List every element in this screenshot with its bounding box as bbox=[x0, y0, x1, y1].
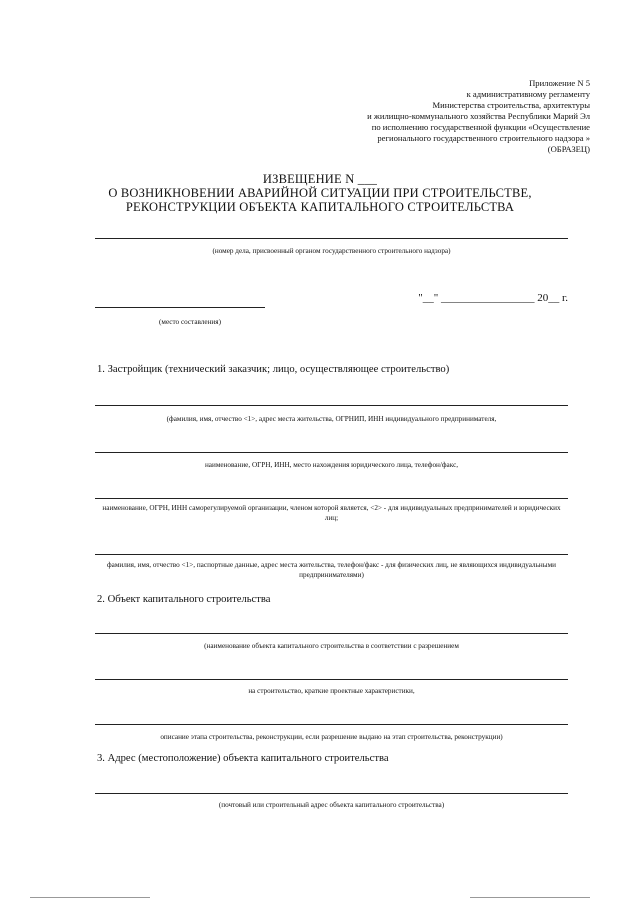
case-number-caption: (номер дела, присвоенный органом государственного строительного надзора) bbox=[212, 247, 451, 255]
date-line: "__" _________________ 20__ г. bbox=[418, 292, 568, 304]
section-2-line bbox=[95, 724, 568, 725]
footer-mark bbox=[30, 897, 150, 898]
section-2-line bbox=[95, 679, 568, 680]
section-3-line bbox=[95, 793, 568, 794]
section-1-caption: наименование, ОГРН, ИНН саморегулируемой организации, членом которой является, <2> - для индивидуальных предпринимателей и юридических лиц; bbox=[102, 504, 561, 522]
footer-mark bbox=[470, 897, 590, 898]
section-1-heading: 1. Застройщик (технический заказчик; лицо, осуществляющее строительство) bbox=[97, 364, 450, 375]
section-1-line bbox=[95, 554, 568, 555]
document-title: РЕКОНСТРУКЦИИ ОБЪЕКТА КАПИТАЛЬНОГО СТРОИТЕЛЬСТВА bbox=[125, 200, 515, 214]
section-2-line bbox=[95, 633, 568, 634]
header-line: и жилищно-коммунального хозяйства Республики Марий Эл bbox=[367, 111, 590, 121]
section-1-caption: фамилия, имя, отчество <1>, паспортные данные, адрес места жительства, телефон/факс - для физических лиц, не являющихся индивидуальными предпринимателями) bbox=[106, 561, 556, 579]
header-line: регионального государственного строительного надзора » bbox=[377, 133, 590, 143]
section-2-caption: (наименование объекта капитального строительства в соответствии с разрешением bbox=[204, 642, 459, 650]
section-1-line bbox=[95, 405, 568, 406]
header-line: к административному регламенту bbox=[466, 89, 590, 99]
section-1-line bbox=[95, 498, 568, 499]
document-title: ИЗВЕЩЕНИЕ N ___ bbox=[262, 172, 378, 186]
place-line bbox=[95, 307, 265, 308]
section-1-line bbox=[95, 452, 568, 453]
section-1-caption: (фамилия, имя, отчество <1>, адрес места жительства, ОГРНИП, ИНН индивидуального предпринимателя, bbox=[166, 415, 497, 423]
section-2-caption: на строительство, краткие проектные характеристики, bbox=[248, 687, 415, 695]
header-line: по исполнению государственной функции «Осуществление bbox=[371, 122, 590, 132]
section-2-heading: 2. Объект капитального строительства bbox=[97, 594, 271, 605]
document-title: О ВОЗНИКНОВЕНИИ АВАРИЙНОЙ СИТУАЦИИ ПРИ СТРОИТЕЛЬСТВЕ, bbox=[108, 186, 532, 200]
section-2-caption: описание этапа строительства, реконструкции, если разрешение выдано на этап строительства, реконструкции) bbox=[160, 733, 503, 741]
section-3-heading: 3. Адрес (местоположение) объекта капитального строительства bbox=[97, 753, 389, 764]
place-caption: (место составления) bbox=[159, 318, 221, 326]
section-1-caption: наименование, ОГРН, ИНН, место нахождения юридического лица, телефон/факс, bbox=[204, 461, 459, 469]
header-line: Министерства строительства, архитектуры bbox=[432, 100, 590, 110]
header-line: Приложение N 5 bbox=[529, 78, 590, 88]
header-line: (ОБРАЗЕЦ) bbox=[547, 144, 590, 154]
section-3-caption: (почтовый или строительный адрес объекта капитального строительства) bbox=[218, 801, 445, 809]
case-number-line bbox=[95, 238, 568, 239]
